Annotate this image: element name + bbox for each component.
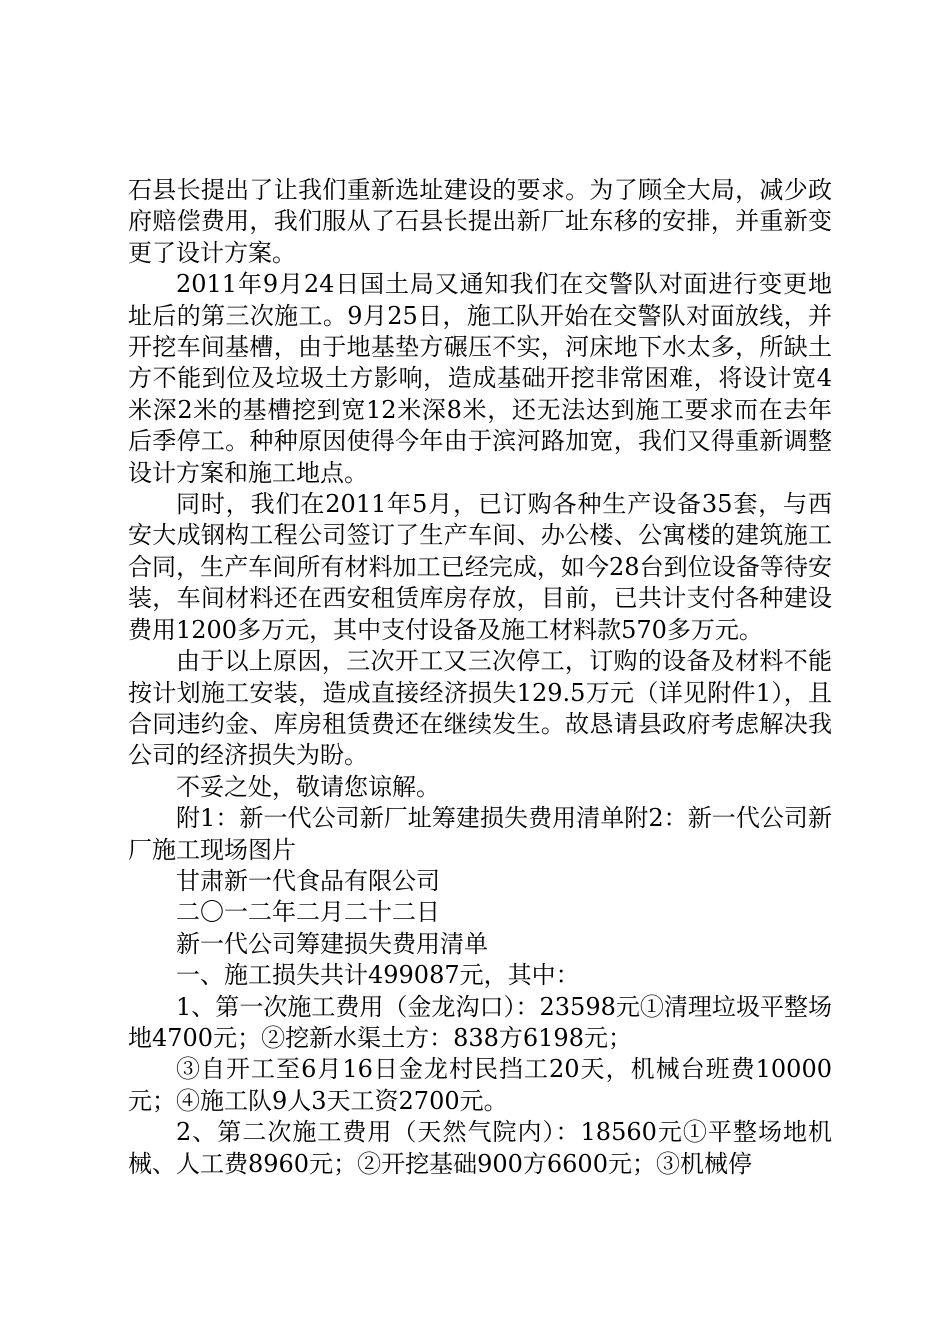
paragraph-2: 2011年9月24日国土局又通知我们在交警队对面进行变更地址后的第三次施工。9月25日，施工队开始在交警队对面放线，并开挖车间基槽，由于地基垫方碾压不实，河床地下水太多，所缺土方不能到位及垃圾土方影响，造成基础开挖非常困难，将设计宽4米深2米的基槽挖到宽12米深8米，还无法达到施工要求而在去年后季停工。种种原因使得今年由于滨河路加宽，我们又得重新调整设计方案和施工地点。	[128, 270, 832, 487]
paragraph-1: 石县长提出了让我们重新选址建设的要求。为了顾全大局，减少政府赔偿费用，我们服从了石县长提出新厂址东移的安排，并重新变更了设计方案。	[128, 176, 832, 267]
document-date: 二〇一二年二月二十二日	[176, 898, 440, 927]
paragraph-4: 由于以上原因，三次开工又三次停工，订购的设备及材料不能按计划施工安装，造成直接经济损失129.5万元（详见附件1），且合同违约金、库房租赁费还在继续发生。故恳请县政府考虑解决我公司的经济损失为盼。	[128, 647, 832, 770]
company-signature: 甘肃新一代食品有限公司	[176, 866, 440, 895]
item-2: 2、第二次施工费用（天然气院内）：18560元①平整场地机械、人工费8960元；②开挖基础900方6600元；③机械停	[128, 1118, 832, 1178]
item-1-continued: ③自开工至6月16日金龙村民挡工20天，机械台班费10000元；④施工队9人3天工资2700元。	[128, 1055, 832, 1115]
document-body	[128, 175, 832, 1180]
item-1: 1、第一次施工费用（金龙沟口）：23598元①清理垃圾平整场地4700元；②挖新水渠土方：838方6198元；	[128, 992, 832, 1052]
closing-remark: 不妥之处，敬请您谅解。	[176, 772, 440, 801]
paragraph-3: 同时，我们在2011年5月，已订购各种生产设备35套，与西安大成钢构工程公司签订了生产车间、办公楼、公寓楼的建筑施工合同，生产车间所有材料加工已经完成，如今28台到位设备等待安装，车间材料还在西安租赁库房存放，目前，已共计支付各种建设费用1200多万元，其中支付设备及施工材料款570多万元。	[128, 490, 832, 644]
section-1-heading: 一、施工损失共计499087元，其中：	[176, 961, 580, 990]
list-title: 新一代公司筹建损失费用清单	[176, 929, 488, 958]
attachments-note: 附1：新一代公司新厂址筹建损失费用清单附2：新一代公司新厂施工现场图片	[128, 804, 832, 864]
